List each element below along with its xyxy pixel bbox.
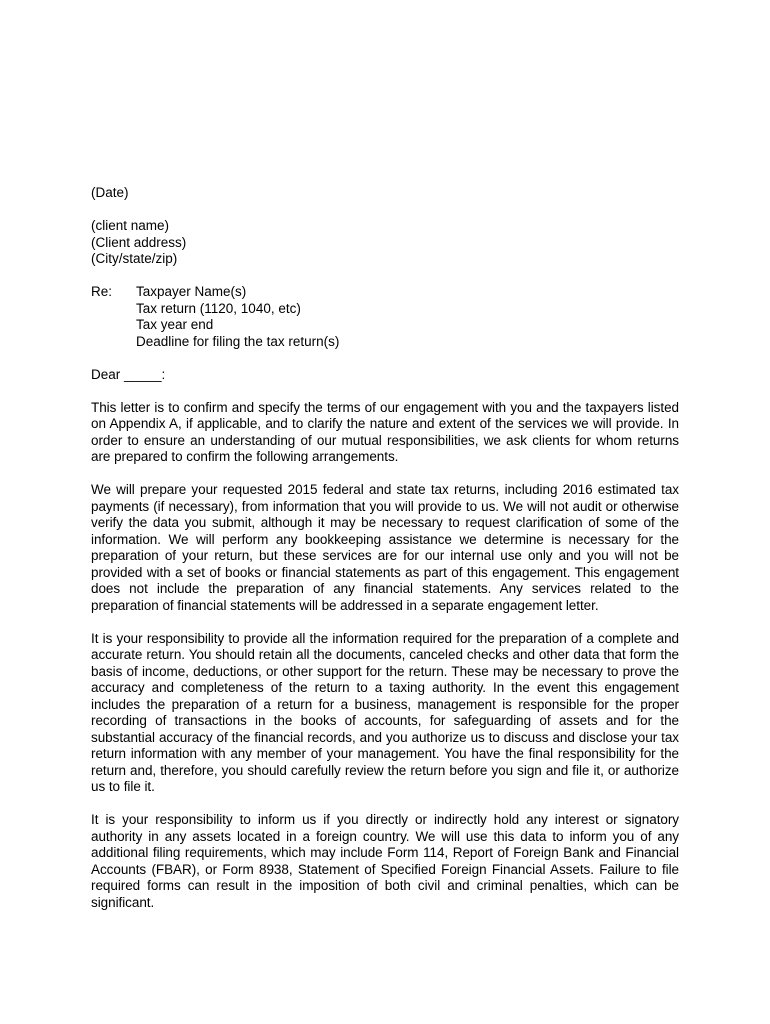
salutation: Dear _____: (91, 366, 166, 382)
spacer (91, 350, 679, 367)
date-placeholder: (Date) (91, 185, 129, 200)
spacer (91, 796, 679, 813)
re-item-taxpayer-names: Taxpayer Name(s) (136, 284, 247, 299)
re-items (136, 284, 679, 350)
re-block (91, 284, 679, 350)
client-city-state-zip: (City/state/zip) (91, 251, 178, 266)
re-item-tax-return: Tax return (1120, 1040, etc) (136, 300, 301, 316)
letter-body (91, 185, 679, 911)
spacer (91, 614, 679, 631)
spacer (91, 466, 679, 483)
paragraph-client-responsibility: It is your responsibility to provide all the information required for the preparation of a complete and accurate return. You should retain all the documents, canceled checks and other data that form the basis of income, deductions, or other support for the return. These may be necessary to prove the accuracy and completeness of the return to a taxing authority. In the event this engagement includes the preparation of a return for a business, management is responsible for the proper recording of transactions in the books of accounts, for safeguarding of assets and for the substantial accuracy of the financial records, and you authorize us to discuss and disclose your tax return information with any member of your management. You have the final responsibility for the return and, therefore, you should carefully review the return before you sign and file it, or authorize us to file it. (91, 630, 679, 794)
re-item-tax-year-end: Tax year end (136, 317, 214, 332)
re-label: Re: (91, 284, 113, 299)
paragraph-foreign-assets: It is your responsibility to inform us if you directly or indirectly hold any interest or signatory authority in any assets located in a foreign country. We will use this data to inform you of any additional filing requirements, which may include Form 114, Report of Foreign Bank and Financial Accounts (FBAR), or Form 8938, Statement of Specified Foreign Financial Assets. Failure to file required forms can result in the imposition of both civil and criminal penalties, which can be significant. (91, 812, 679, 910)
paragraph-engagement-terms: This letter is to confirm and specify the terms of our engagement with you and the taxpayers listed on Appendix A, if applicable, and to clarify the nature and extent of the services we will provide. In order to ensure an understanding of our mutual responsibilities, we ask clients for whom returns are prepared to confirm the following arrangements. (91, 399, 679, 464)
spacer (91, 268, 679, 285)
spacer (91, 383, 679, 400)
paragraph-tax-return-preparation: We will prepare your requested 2015 federal and state tax returns, including 2016 estimated tax payments (if necessary), from information that you will provide to us. We will not audit or otherwise verify the data you submit, although it may be necessary to request clarification of some of the information. We will perform any bookkeeping assistance we determine is necessary for the preparation of your return, but these services are for our internal use only and you will not be provided with a set of books or financial statements as part of this engagement. This engagement does not include the preparation of any financial statements. Any services related to the preparation of financial statements will be addressed in a separate engagement letter. (91, 482, 679, 613)
client-address-block (91, 218, 679, 268)
client-address: (Client address) (91, 234, 187, 250)
re-item-deadline: Deadline for filing the tax return(s) (136, 333, 340, 349)
client-name: (client name) (91, 218, 170, 233)
spacer (91, 202, 679, 219)
